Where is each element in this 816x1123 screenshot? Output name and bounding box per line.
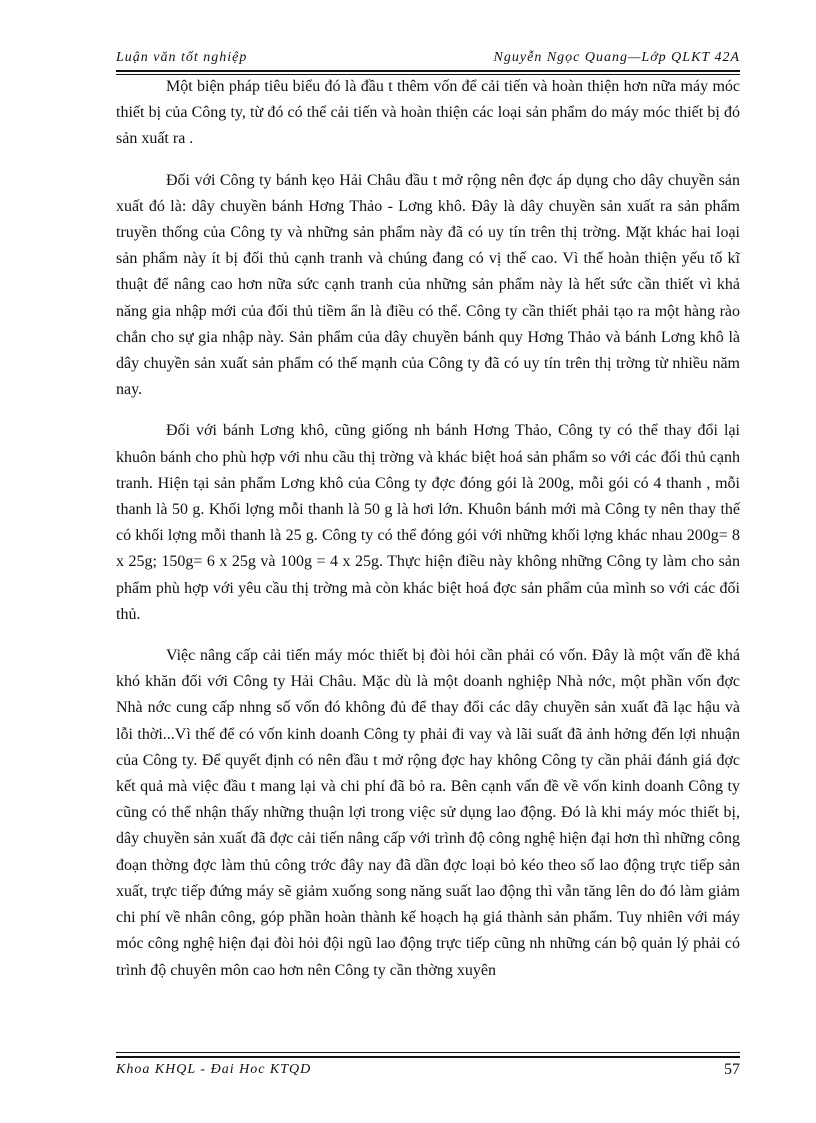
header-thesis-label: Luận văn tốt nghiệp (116, 50, 248, 65)
header-rule-thick (116, 70, 740, 72)
paragraph-3: Đối với bánh Lơng khô, cũng giống nh bánh Hơng Thảo, Công ty có thể thay đổi lại khuôn bánh cho phù hợp với nhu cầu thị trờng và khác biệt hoá sản phẩm so với các đối thủ cạnh tranh. Hiện tại sản phẩm Lơng khô của Công ty đợc đóng gói là 200g, mỗi gói có 4 thanh , mỗi thanh là 50 g. Khối lợng mỗi thanh là 50 g là hơi lớn. Khuôn bánh mới mà Công ty nên thay thế có khối lợng mỗi thanh là 25 g. Công ty có thể đóng gói với những khối lợng khác nhau 200g= 8 x 25g; 150g= 6 x 25g và 100g = 4 x 25g. Thực hiện điều này không những Công ty làm cho sản phẩm phù hợp với yêu cầu thị trờng mà còn khác biệt hoá đợc sản phẩm của mình so với các đối thủ. (116, 422, 740, 623)
page-body (116, 74, 740, 999)
paragraph-4: Việc nâng cấp cải tiến máy móc thiết bị đòi hỏi cần phải có vốn. Đây là một vấn đề khá khó khăn đối với Công ty Hải Châu. Mặc dù là một doanh nghiệp Nhà nớc, một phần vốn đợc Nhà nớc cung cấp nhng số vốn đó không đủ để thay đổi các dây chuyền sản xuất đã lạc hậu và lỗi thời...Vì thế để có vốn kinh doanh Công ty phải đi vay và lãi suất đã ảnh hởng đến lợi nhuận của Công ty. Để quyết định có nên đầu t mở rộng đợc hay không Công ty cần phải đánh giá đợc kết quả mà việc đầu t mang lại và chi phí đã bỏ ra. Bên cạnh vấn đề về vốn kinh doanh Công ty cũng có thể nhận thấy những thuận lợi trong việc sử dụng lao động. Đó là khi máy móc thiết bị, dây chuyền sản xuất đã đợc cải tiến nâng cấp với trình độ công nghệ hiện đại hơn thì những công đoạn thờng đợc làm thủ công trớc đây nay đã dần đợc loại bỏ kéo theo số lao động trực tiếp sản xuất, trực tiếp đứng máy sẽ giảm xuống song năng suất lao động thì vẫn tăng lên do đó làm giảm chi phí về nhân công, góp phần hoàn thành kế hoạch hạ giá thành sản phẩm. Tuy nhiên với máy móc công nghệ hiện đại đòi hỏi đội ngũ lao động trực tiếp cũng nh những cán bộ quản lý phải có trình độ chuyên môn cao hơn nên Công ty cần thờng xuyên (116, 647, 740, 979)
footer-rule-thin (116, 1052, 740, 1053)
paragraph-1: Một biện pháp tiêu biểu đó là đầu t thêm vốn để cải tiến và hoàn thiện hơn nữa máy móc thiết bị của Công ty, từ đó có thể cải tiến và hoàn thiện các loại sản phẩm do máy móc thiết bị đó sản xuất ra . (116, 78, 740, 148)
footer-rule-thick (116, 1056, 740, 1058)
page-header (116, 50, 740, 70)
page-number: 57 (724, 1061, 740, 1078)
footer-faculty-label: Khoa KHQL - Đai Hoc KTQD (116, 1062, 312, 1077)
page-footer (116, 1062, 740, 1082)
paragraph-2: Đối với Công ty bánh kẹo Hải Châu đầu t mở rộng nên đợc áp dụng cho dây chuyền sản xuất đó là: dây chuyền bánh Hơng Thảo - Lơng khô. Đây là dây chuyền sản xuất ra sản phẩm truyền thống của Công ty và những sản phẩm này đã có uy tín trên thị trờng. Mặt khác hai loại sản phẩm này ít bị đối thủ cạnh tranh và chúng đang có vị thế cao. Vì thế hoàn thiện yếu tố kĩ thuật để nâng cao hơn nữa sức cạnh tranh của những sản phẩm này là hết sức cần thiết vì khả năng gia nhập mới của đối thủ tiềm ẩn là điều có thể. Công ty cần thiết phải tạo ra một hàng rào chắn cho sự gia nhập này. Sản phẩm của dây chuyền bánh quy Hơng Thảo và bánh Lơng khô là dây chuyền sản xuất sản phẩm có thế mạnh của Công ty đã có uy tín trên thị trờng từ nhiều năm nay. (116, 171, 740, 399)
header-author-class: Nguyễn Ngọc Quang—Lớp QLKT 42A (493, 50, 740, 65)
